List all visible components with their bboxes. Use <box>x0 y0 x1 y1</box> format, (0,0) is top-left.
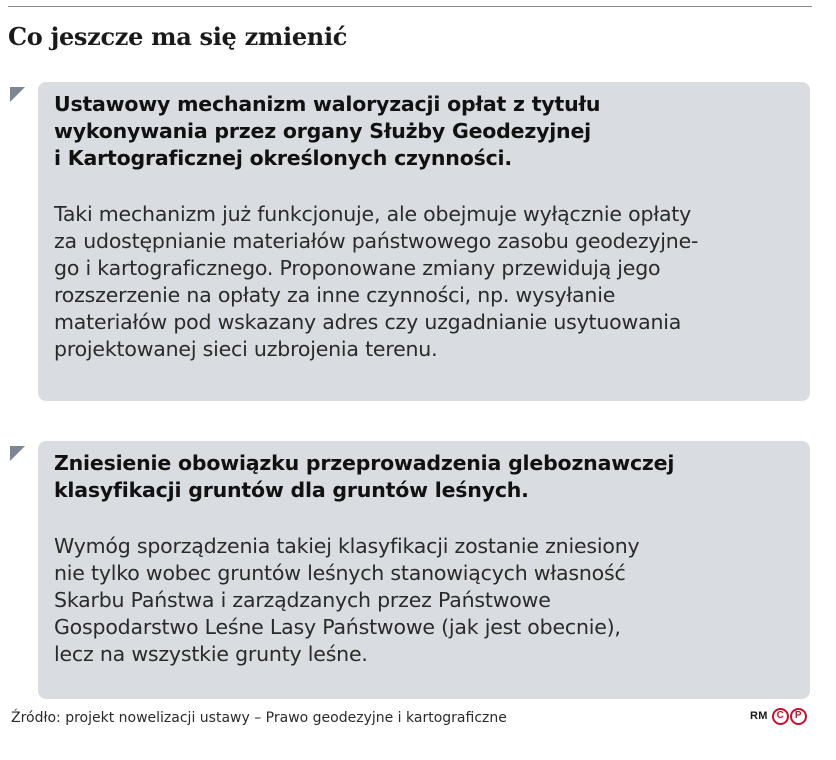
logo-circle-c-icon: C <box>772 708 789 725</box>
body-line: nie tylko wobec gruntów leśnych stanowiących własność <box>54 561 626 585</box>
heading-line: wykonywania przez organy Służby Geodezyjnej <box>54 119 591 143</box>
card-2-body <box>54 533 800 668</box>
body-line: projektowanej sieci uzbrojenia terenu. <box>54 337 438 361</box>
page-title: Co jeszcze ma się zmienić <box>8 22 348 51</box>
heading-line: Zniesienie obowiązku przeprowadzenia gleboznawczej <box>54 451 675 475</box>
logo-text: RM <box>750 710 768 722</box>
body-line: Wymóg sporządzenia takiej klasyfikacji zostanie zniesiony <box>54 534 640 558</box>
logo-circle-p-icon: P <box>790 708 807 725</box>
heading-line: Ustawowy mechanizm waloryzacji opłat z tytułu <box>54 92 601 116</box>
body-line: go i kartograficznego. Proponowane zmiany przewidują jego <box>54 256 661 280</box>
info-card-1 <box>38 82 810 401</box>
info-card-2 <box>38 441 810 699</box>
heading-line: i Kartograficznej określonych czynności. <box>54 146 512 170</box>
triangle-marker-icon <box>10 87 25 102</box>
card-1-heading <box>54 91 800 172</box>
card-2-heading <box>54 450 800 504</box>
top-divider <box>8 6 812 7</box>
source-note: Źródło: projekt nowelizacji ustawy – Prawo geodezyjne i kartograficzne <box>11 710 507 726</box>
body-line: lecz na wszystkie grunty leśne. <box>54 642 368 666</box>
body-line: Skarbu Państwa i zarządzanych przez Państwowe <box>54 588 551 612</box>
body-line: rozszerzenie na opłaty za inne czynności, np. wysyłanie <box>54 283 616 307</box>
body-line: Taki mechanizm już funkcjonuje, ale obejmuje wyłącznie opłaty <box>54 202 692 226</box>
heading-line: klasyfikacji gruntów dla gruntów leśnych. <box>54 478 529 502</box>
body-line: Gospodarstwo Leśne Lasy Państwowe (jak jest obecnie), <box>54 615 621 639</box>
body-line: materiałów pod wskazany adres czy uzgadnianie usytuowania <box>54 310 682 334</box>
triangle-marker-icon <box>10 446 25 461</box>
publisher-logo <box>750 706 807 726</box>
body-line: za udostępnianie materiałów państwowego zasobu geodezyjne- <box>54 229 699 253</box>
card-1-body <box>54 201 800 363</box>
